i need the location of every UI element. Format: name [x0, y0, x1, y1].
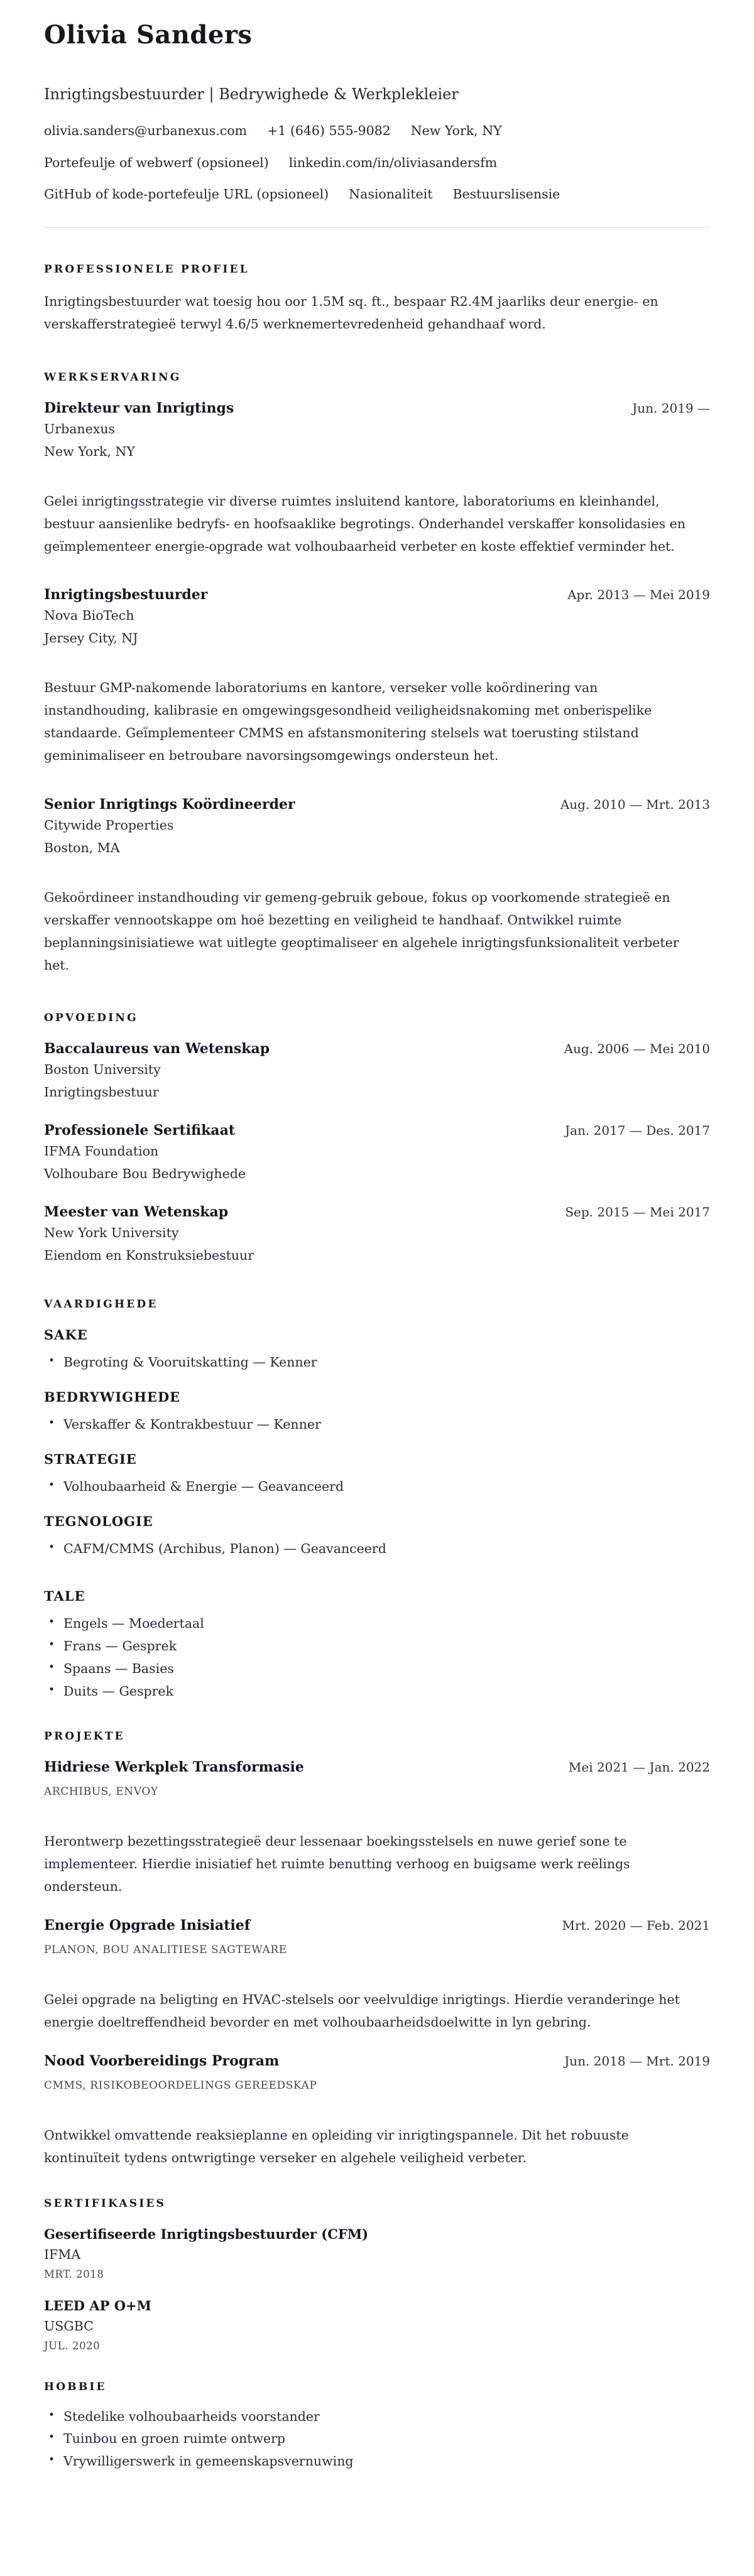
- section-heading-skills: VAARDIGHEDE: [44, 1298, 158, 1311]
- certification-issuer: IFMA: [44, 2246, 81, 2262]
- education-header: [44, 1041, 710, 1057]
- language-list: [44, 1613, 710, 1703]
- section-hobbies: [44, 2381, 710, 2474]
- contact-nationality: Nasionaliteit: [349, 187, 433, 202]
- profile-summary: Inrigtingsbestuurder wat toesig hou oor 1.5M sq. ft., bespaar R2.4M jaarliks deur energie- en verskafferstrategieë terwyl 4.6/5 werknemertevredenheid gehandhaaf word.: [44, 294, 658, 332]
- project-entry: [44, 1759, 710, 1898]
- job-title: Inrigtingsbestuurder: [44, 587, 208, 603]
- contact-portfolio: Portefeulje of webwerf (opsioneel): [44, 154, 269, 170]
- education-school: Boston University: [44, 1062, 161, 1078]
- job-entry: [44, 796, 710, 977]
- section-heading-certifications: SERTIFIKASIES: [44, 2197, 167, 2210]
- section-heading-profile: PROFESSIONELE PROFIEL: [44, 263, 249, 276]
- job-dates: Aug. 2010 — Mrt. 2013: [560, 796, 710, 812]
- resume-header: [44, 19, 710, 228]
- section-heading-education: OPVOEDING: [44, 1012, 138, 1025]
- job-description: Bestuur GMP-nakomende laboratoriums en kantore, verseker volle koördinering van instandhouding, kalibrasie en omgewingsgesondheid veiligheidsnakoming met onberispelike standaarde. Geïmplementeer CMMS en afstansmonitering stelsels wat toerusting stilstand geminimaliseer en betroubare navorsingsomgewings ondersteun het.: [44, 680, 652, 764]
- section-projects: [44, 1730, 710, 2169]
- education-entry: [44, 1122, 710, 1181]
- language-item: • Spaans — Basies: [44, 1658, 710, 1680]
- education-entry: [44, 1041, 710, 1100]
- section-certifications: [44, 2197, 710, 2352]
- project-dates: Jun. 2018 — Mrt. 2019: [564, 2053, 710, 2069]
- job-entry: [44, 400, 710, 558]
- job-header: [44, 400, 710, 416]
- job-dates: Jun. 2019 —: [632, 400, 710, 416]
- skill-category: TEGNOLOGIE: [44, 1513, 153, 1530]
- section-heading-experience: WERKSERVARING: [44, 371, 182, 384]
- contact-phone: +1 (646) 555-9082: [267, 123, 391, 138]
- section-heading-hobbies: HOBBIE: [44, 2380, 107, 2393]
- education-entry: [44, 1204, 710, 1263]
- job-description: Gekoördineer instandhouding vir gemeng-gebruik geboue, fokus op voorkomende strategieë en verskaffer vennootskappe om hoë bezetting en veiligheid te handhaaf. Ontwikkel ruimte beplanningsinisiatiewe wat uitlegte geoptimaliseer en algehele inrigtingsfunksionaliteit verbeter het.: [44, 889, 679, 973]
- project-stack: PLANON, BOU ANALITIESE SAGTEWARE: [44, 1944, 287, 1957]
- job-title: Senior Inrigtings Koördineerder: [44, 796, 295, 813]
- education-header: [44, 1204, 710, 1220]
- education-school: New York University: [44, 1225, 179, 1241]
- section-heading-languages: TALE: [44, 1588, 85, 1604]
- education-dates: Sep. 2015 — Mei 2017: [565, 1204, 710, 1220]
- certification-issuer: USGBC: [44, 2318, 94, 2334]
- hobby-item: • Stedelike volhoubaarheids voorstander: [44, 2406, 710, 2428]
- project-header: [44, 1759, 710, 1775]
- education-degree: Professionele Sertifikaat: [44, 1122, 235, 1139]
- education-field: Eiendom en Konstruksiebestuur: [44, 1248, 254, 1264]
- skill-item: • Volhoubaarheid & Energie — Geavanceerd: [44, 1476, 710, 1498]
- job-header: [44, 587, 710, 603]
- section-experience: [44, 371, 710, 977]
- education-school: IFMA Foundation: [44, 1144, 159, 1159]
- job-company: Citywide Properties: [44, 817, 174, 833]
- skill-item: • CAFM/CMMS (Archibus, Planon) — Geavanceerd: [44, 1538, 710, 1561]
- certification-title: Gesertifiseerde Inrigtingsbestuurder (CFM): [44, 2226, 369, 2242]
- contact-row-3: [44, 185, 710, 203]
- project-dates: Mrt. 2020 — Feb. 2021: [562, 1918, 710, 1934]
- project-description: Gelei opgrade na beligting en HVAC-stelsels oor veelvuldige inrigtings. Hierdie veranderinge het energie doeltreffendheid bevorder en met volhoubaarheidsdoelwitte in lyn gebring.: [44, 1992, 680, 2030]
- education-dates: Aug. 2006 — Mei 2010: [564, 1041, 710, 1057]
- education-field: Inrigtingsbestuur: [44, 1085, 159, 1100]
- hobby-item: • Vrywilligerswerk in gemeenskapsvernuwing: [44, 2450, 710, 2473]
- job-location: Boston, MA: [44, 840, 120, 855]
- hobby-list: [44, 2406, 710, 2474]
- project-stack: ARCHIBUS, ENVOY: [44, 1785, 158, 1799]
- hobby-item: • Tuinbou en groen ruimte ontwerp: [44, 2428, 710, 2450]
- education-dates: Jan. 2017 — Des. 2017: [565, 1123, 710, 1139]
- skill-list: [44, 1476, 710, 1498]
- contact-drivers-license: Bestuurslisensie: [452, 187, 560, 202]
- project-title: Hidriese Werkplek Transformasie: [44, 1759, 304, 1776]
- job-title: Direkteur van Inrigtings: [44, 399, 234, 416]
- contact-github: GitHub of kode-portefeulje URL (opsioneel): [44, 187, 329, 202]
- job-company: Urbanexus: [44, 421, 116, 436]
- contact-email: olivia.sanders@urbanexus.com: [44, 123, 248, 138]
- job-header: [44, 796, 710, 813]
- skill-category: BEDRYWIGHEDE: [44, 1389, 181, 1405]
- section-education: [44, 1012, 710, 1263]
- skill-list: [44, 1414, 710, 1436]
- section-heading-projects: PROJEKTE: [44, 1730, 125, 1743]
- job-company: Nova BioTech: [44, 608, 134, 624]
- project-header: [44, 1917, 710, 1934]
- certification-date: MRT. 2018: [44, 2268, 104, 2280]
- skill-category: STRATEGIE: [44, 1451, 137, 1468]
- project-description: Ontwikkel omvattende reaksieplanne en opleiding vir inrigtingspannele. Dit het robuuste kontinuïteit tydens ontwrigtinge verseker en algehele veiligheid verbeter.: [44, 2127, 629, 2165]
- job-dates: Apr. 2013 — Mei 2019: [567, 587, 710, 603]
- person-name: Olivia Sanders: [44, 20, 253, 50]
- project-description: Herontwerp bezettingsstrategieë deur lessenaar boekingsstelsels en nuwe gerief sone te implementeer. Hierdie inisiatief het ruimte benutting verhoog en buigsame werk reëlings ondersteun.: [44, 1834, 630, 1895]
- project-entry: [44, 2053, 710, 2170]
- contact-linkedin: linkedin.com/in/oliviasandersfm: [288, 154, 498, 170]
- skill-list: [44, 1351, 710, 1374]
- job-location: Jersey City, NJ: [44, 630, 138, 646]
- certification-date: JUL. 2020: [44, 2339, 101, 2352]
- project-header: [44, 2053, 710, 2069]
- section-profile: [44, 263, 710, 336]
- certification-entry: [44, 2298, 710, 2352]
- section-skills: [44, 1298, 710, 1561]
- certification-title: LEED AP O+M: [44, 2297, 151, 2314]
- job-entry: [44, 587, 710, 767]
- language-item: • Duits — Gesprek: [44, 1680, 710, 1703]
- header-divider: [44, 227, 710, 228]
- education-header: [44, 1122, 710, 1139]
- education-degree: Baccalaureus van Wetenskap: [44, 1041, 270, 1058]
- project-title: Energie Opgrade Inisiatief: [44, 1917, 251, 1934]
- person-headline: Inrigtingsbestuurder | Bedrywighede & Werkplekleier: [44, 85, 459, 103]
- education-degree: Meester van Wetenskap: [44, 1204, 229, 1221]
- project-title: Nood Voorbereidings Program: [44, 2052, 280, 2069]
- skill-category: SAKE: [44, 1327, 88, 1343]
- education-field: Volhoubare Bou Bedrywighede: [44, 1166, 246, 1182]
- skill-list: [44, 1538, 710, 1561]
- language-item: • Frans — Gesprek: [44, 1635, 710, 1658]
- skill-item: • Verskaffer & Kontrakbestuur — Kenner: [44, 1414, 710, 1436]
- project-dates: Mei 2021 — Jan. 2022: [568, 1760, 710, 1775]
- contact-row-2: [44, 154, 710, 172]
- job-location: New York, NY: [44, 443, 135, 459]
- section-languages: [44, 1588, 710, 1703]
- contact-row-1: [44, 122, 710, 140]
- project-entry: [44, 1917, 710, 2034]
- job-description: Gelei inrigtingsstrategie vir diverse ruimtes insluitend kantore, laboratoriums en kleinhandel, bestuur aansienlike bedryfs- en hoofsaaklike begrotings. Onderhandel verskaffer konsolidasies en geïmplementeer energie-opgrade wat volhoubaarheid verbeter en koste effektief verminder het.: [44, 493, 686, 554]
- project-stack: CMMS, RISIKOBEOORDELINGS GEREEDSKAP: [44, 2079, 317, 2092]
- contact-location: New York, NY: [410, 123, 502, 138]
- skill-item: • Begroting & Vooruitskatting — Kenner: [44, 1351, 710, 1374]
- certification-entry: [44, 2226, 710, 2280]
- language-item: • Engels — Moedertaal: [44, 1613, 710, 1635]
